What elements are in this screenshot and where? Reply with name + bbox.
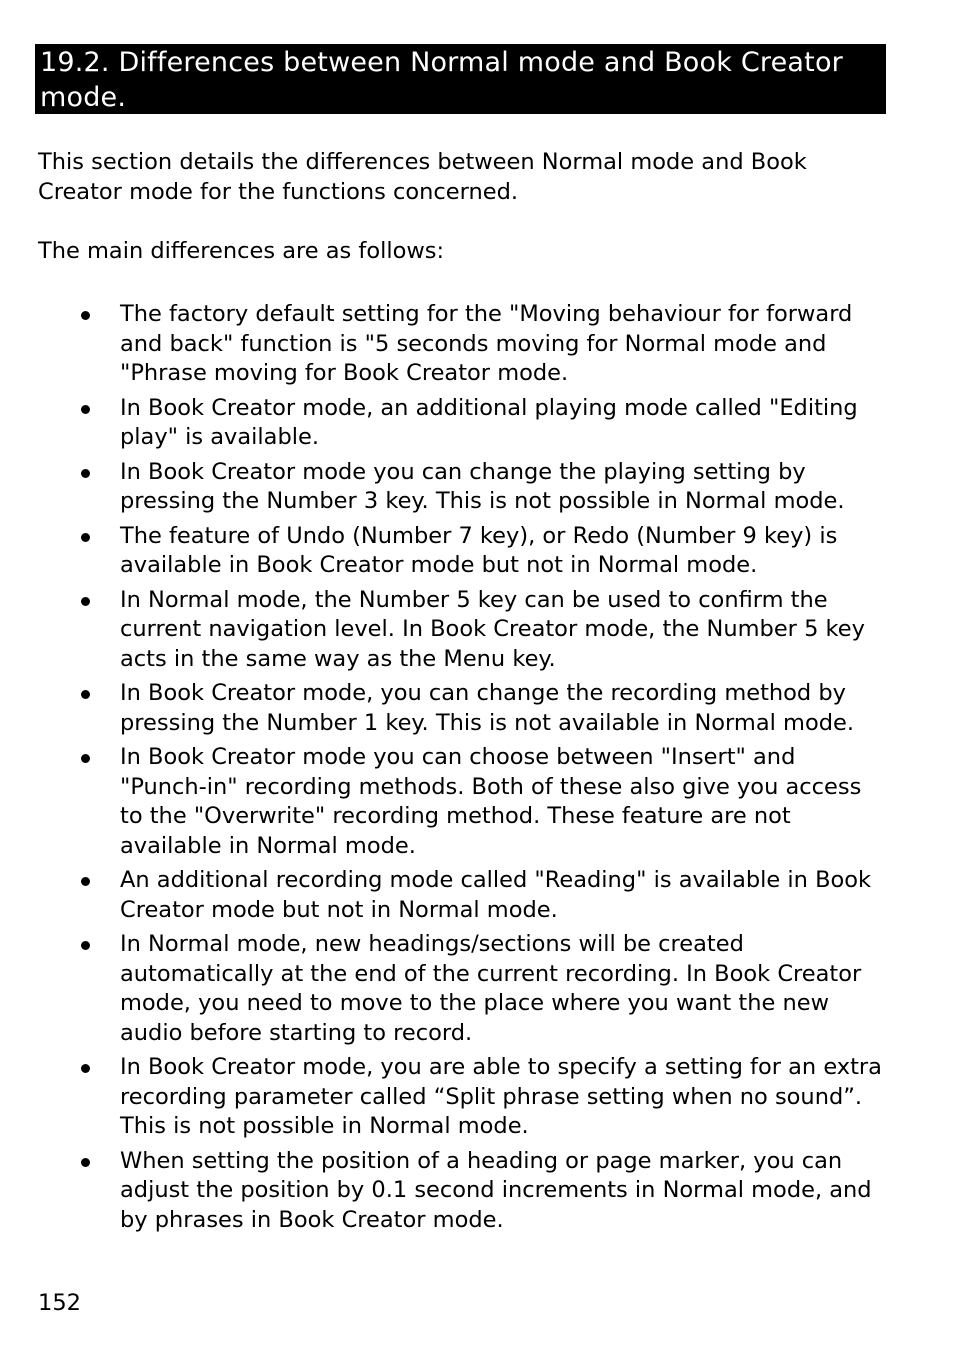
list-item xyxy=(0,679,954,738)
list-item xyxy=(0,743,954,861)
list-item xyxy=(0,522,954,581)
section-title: 19.2. Differences between Normal mode and Book Creator mode. xyxy=(40,47,843,113)
list-item xyxy=(0,930,954,1048)
bullet-icon xyxy=(81,1064,90,1073)
bullet-icon xyxy=(81,877,90,886)
bullet-icon xyxy=(81,690,90,699)
lead-paragraph: The main differences are as follows: xyxy=(38,238,445,264)
section-heading-bar xyxy=(35,44,886,114)
bullet-icon xyxy=(81,533,90,542)
list-item xyxy=(0,586,954,675)
bullet-icon xyxy=(81,597,90,606)
bullet-icon xyxy=(81,941,90,950)
intro-paragraph: This section details the differences between Normal mode and Book Creator mode for the functions concerned. xyxy=(38,149,807,205)
list-item-text: In Book Creator mode, you are able to specify a setting for an extra recording parameter called “Split phrase setting when no sound”. This is not possible in Normal mode. xyxy=(120,1054,882,1139)
list-item-text: In Book Creator mode you can choose between "Insert" and "Punch-in" recording methods. Both of these also give you access to the "Overwrite" recording method. These feature are not available in Normal mode. xyxy=(120,744,862,859)
list-item-text: In Book Creator mode, you can change the recording method by pressing the Number 1 key. This is not available in Normal mode. xyxy=(120,680,854,736)
list-item xyxy=(0,394,954,453)
bullet-icon xyxy=(81,405,90,414)
list-item xyxy=(0,300,954,389)
list-item-text: In Book Creator mode, an additional playing mode called "Editing play" is available. xyxy=(120,394,858,450)
list-item-text: In Normal mode, the Number 5 key can be used to confirm the current navigation level. In Book Creator mode, the Number 5 key acts in the same way as the Menu key. xyxy=(120,586,865,672)
page-number: 152 xyxy=(38,1290,81,1316)
bullet-icon xyxy=(81,1158,90,1167)
list-item xyxy=(0,1053,954,1142)
list-item xyxy=(0,1147,954,1236)
list-item-text: In Book Creator mode you can change the playing setting by pressing the Number 3 key. This is not possible in Normal mode. xyxy=(120,458,845,514)
bullet-icon xyxy=(81,754,90,763)
differences-list xyxy=(0,300,954,1240)
list-item-text: The factory default setting for the "Moving behaviour for forward and back" function is "5 seconds moving for Normal mode and "Phrase moving for Book Creator mode. xyxy=(120,301,853,386)
bullet-icon xyxy=(81,469,90,478)
list-item-text: In Normal mode, new headings/sections will be created automatically at the end of the current recording. In Book Creator mode, you need to move to the place where you want the new audio before starting to record. xyxy=(120,931,862,1046)
bullet-icon xyxy=(81,311,90,320)
list-item xyxy=(0,866,954,925)
list-item-text: When setting the position of a heading or page marker, you can adjust the position by 0.1 second increments in Normal mode, and by phrases in Book Creator mode. xyxy=(120,1147,872,1233)
list-item-text: An additional recording mode called "Reading" is available in Book Creator mode but not in Normal mode. xyxy=(120,867,872,923)
list-item-text: The feature of Undo (Number 7 key), or Redo (Number 9 key) is available in Book Creator mode but not in Normal mode. xyxy=(120,522,838,578)
list-item xyxy=(0,458,954,517)
